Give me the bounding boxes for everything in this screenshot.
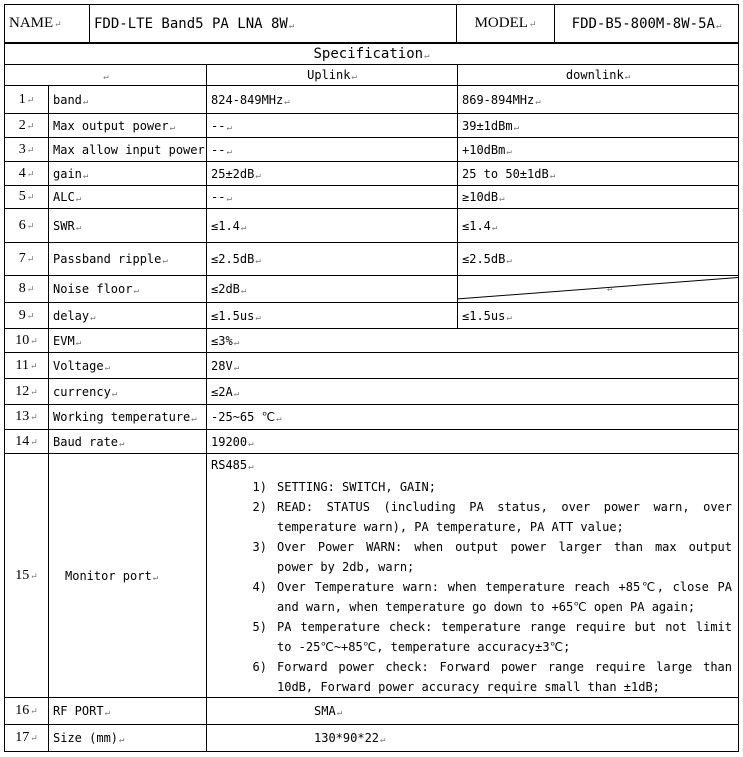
downlink-value: ≤1.4↵ [458,209,739,243]
uplink-value: --↵ [207,186,458,209]
param-name: RF PORT↵ [49,698,207,725]
row-number: 2↵ [5,114,49,138]
table-row [5,430,739,454]
row-number: 4↵ [5,162,49,186]
table-row [5,138,739,162]
row-number: 8↵ [5,276,49,303]
table-row [5,114,739,138]
table-row [5,405,739,430]
uplink-value: ≤2dB↵ [207,276,458,303]
column-blank: ↵ [5,65,207,86]
table-row [5,276,739,303]
param-name: Size (mm)↵ [49,725,207,752]
spec-value: 130*90*22↵ [207,725,739,752]
row-number: 14↵ [5,430,49,454]
downlink-value: ≤2.5dB↵ [458,243,739,276]
row-number: 9↵ [5,303,49,329]
param-name: ALC↵ [49,186,207,209]
monitor-port-details [207,454,739,698]
spec-value: ≤2A↵ [207,379,739,405]
spec-value: -25~65 ℃↵ [207,405,739,430]
monitor-heading: RS485↵ [211,458,254,472]
spec-sheet [4,4,738,752]
row-number: 16↵ [5,698,49,725]
table-row [5,329,739,353]
param-name: Max allow input power [49,138,207,162]
list-item: 1) SETTING: SWITCH, GAIN; [252,480,436,494]
spec-value: 19200↵ [207,430,739,454]
spec-value: ≤3%↵ [207,329,739,353]
header-table [4,4,739,43]
name-label: NAME↵ [5,5,90,43]
uplink-value: 824-849MHz↵ [207,86,458,114]
list-item: 4) Over Temperature warn: when temperature reach +85℃, close PA and warn, when temperature go down to +65℃ open PA again; [252,580,732,614]
row-number: 15↵ [5,454,49,698]
spec-title: Specification↵ [5,44,739,65]
list-item: 2) READ: STATUS (including PA status, over power warn, over temperature warn), PA temperature, PA ATT value; [252,500,732,534]
table-row [5,162,739,186]
column-uplink: Uplink↵ [207,65,458,86]
table-row [5,698,739,725]
param-name: Baud rate↵ [49,430,207,454]
model-label: MODEL↵ [457,5,555,43]
downlink-value: 869-894MHz↵ [458,86,739,114]
table-row [5,725,739,752]
param-name: SWR↵ [49,209,207,243]
row-number: 7↵ [5,243,49,276]
uplink-value: ≤2.5dB↵ [207,243,458,276]
param-name: delay↵ [49,303,207,329]
param-name: Working temperature↵ [49,405,207,430]
row-number: 11↵ [5,353,49,379]
spec-table [4,43,739,752]
param-name: EVM↵ [49,329,207,353]
list-item: 3) Over Power WARN: when output power larger than max output power by 2db, warn; [252,540,732,574]
downlink-value: +10dBm↵ [458,138,739,162]
table-row [5,243,739,276]
uplink-value: --↵ [207,114,458,138]
column-downlink: downlink↵ [458,65,739,86]
uplink-value: ≤1.4↵ [207,209,458,243]
param-name: currency↵ [49,379,207,405]
row-number: 12↵ [5,379,49,405]
downlink-value: 39±1dBm↵ [458,114,739,138]
row-number: 17↵ [5,725,49,752]
model-number: FDD-B5-800M-8W-5A↵ [555,5,739,43]
param-name: Voltage↵ [49,353,207,379]
param-name: band↵ [49,86,207,114]
spec-value: 28V↵ [207,353,739,379]
uplink-value: 25±2dB↵ [207,162,458,186]
list-item: 5) PA temperature check: temperature range require but not limit to -25℃~+85℃, temperature accuracy±3℃; [252,620,732,654]
row-number: 5↵ [5,186,49,209]
row-number: 6↵ [5,209,49,243]
param-name: Noise floor↵ [49,276,207,303]
table-row [5,379,739,405]
param-name: Max output power↵ [49,114,207,138]
downlink-value: ≥10dB↵ [458,186,739,209]
param-name: Monitor port↵ [49,454,207,698]
row-number: 10↵ [5,329,49,353]
table-row [5,186,739,209]
monitor-row [5,454,739,698]
row-number: 1↵ [5,86,49,114]
uplink-value: ≤1.5us↵ [207,303,458,329]
param-name: Passband ripple↵ [49,243,207,276]
downlink-value: 25 to 50±1dB↵ [458,162,739,186]
table-row [5,86,739,114]
row-number: 13↵ [5,405,49,430]
row-number: 3↵ [5,138,49,162]
table-row [5,303,739,329]
spec-value: SMA↵ [207,698,739,725]
table-row [5,209,739,243]
diagonal-line [458,276,738,302]
downlink-value: ≤1.5us↵ [458,303,739,329]
uplink-value: --↵ [207,138,458,162]
table-row [5,353,739,379]
param-name: gain↵ [49,162,207,186]
downlink-value-empty: ↵ [458,276,739,303]
product-name: FDD-LTE Band5 PA LNA 8W↵ [90,5,457,43]
list-item: 6) Forward power check: Forward power range require large than 10dB, Forward power accuracy require small than ±1dB; [252,660,732,694]
